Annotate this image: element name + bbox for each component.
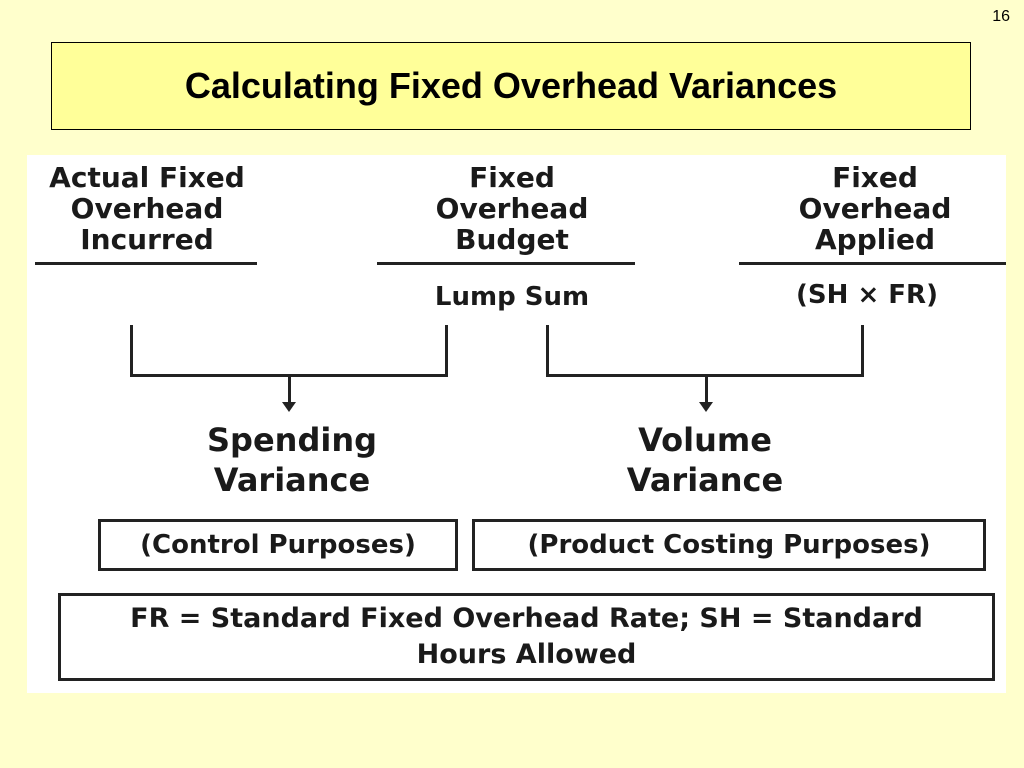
column-heading-line: Actual Fixed <box>49 161 245 194</box>
diagram-panel <box>27 155 1006 693</box>
spending-variance-label <box>167 420 417 500</box>
variance-line: Variance <box>213 461 371 499</box>
column-heading-line: Overhead <box>435 192 589 225</box>
spending-arrow-head <box>282 402 296 412</box>
slide-title: Calculating Fixed Overhead Variances <box>184 65 838 106</box>
column-heading-line: Applied <box>815 223 935 256</box>
spending-arrow-shaft <box>288 377 291 402</box>
column-heading-line: Incurred <box>80 223 214 256</box>
column-heading-line: Budget <box>455 223 569 256</box>
volume-arrow-shaft <box>705 377 708 402</box>
product-costing-purposes-box: (Product Costing Purposes) <box>472 519 986 571</box>
applied-detail: (SH × FR) <box>796 280 938 310</box>
volume-variance-label <box>580 420 830 500</box>
column-heading-line: Fixed <box>832 161 918 194</box>
volume-bracket-left <box>546 325 549 377</box>
definitions-box: FR = Standard Fixed Overhead Rate; SH = Standard Hours Allowed <box>58 593 995 681</box>
volume-bracket-right <box>861 325 864 377</box>
column-underline-actual <box>35 262 257 265</box>
column-heading-line: Overhead <box>70 192 224 225</box>
column-heading-line: Overhead <box>798 192 952 225</box>
column-underline-applied <box>739 262 1006 265</box>
column-heading-actual <box>32 162 262 255</box>
column-heading-applied <box>760 162 990 255</box>
spending-bracket-left <box>130 325 133 377</box>
variance-line: Variance <box>626 461 784 499</box>
variance-line: Spending <box>207 421 377 459</box>
slide-number: 16 <box>992 8 1010 25</box>
control-purposes-box: (Control Purposes) <box>98 519 458 571</box>
column-heading-budget <box>397 162 627 255</box>
volume-arrow-head <box>699 402 713 412</box>
variance-line: Volume <box>638 421 772 459</box>
budget-detail: Lump Sum <box>434 282 590 312</box>
column-underline-budget <box>377 262 635 265</box>
title-box <box>51 42 971 130</box>
column-heading-line: Fixed <box>469 161 555 194</box>
spending-bracket-right <box>445 325 448 377</box>
